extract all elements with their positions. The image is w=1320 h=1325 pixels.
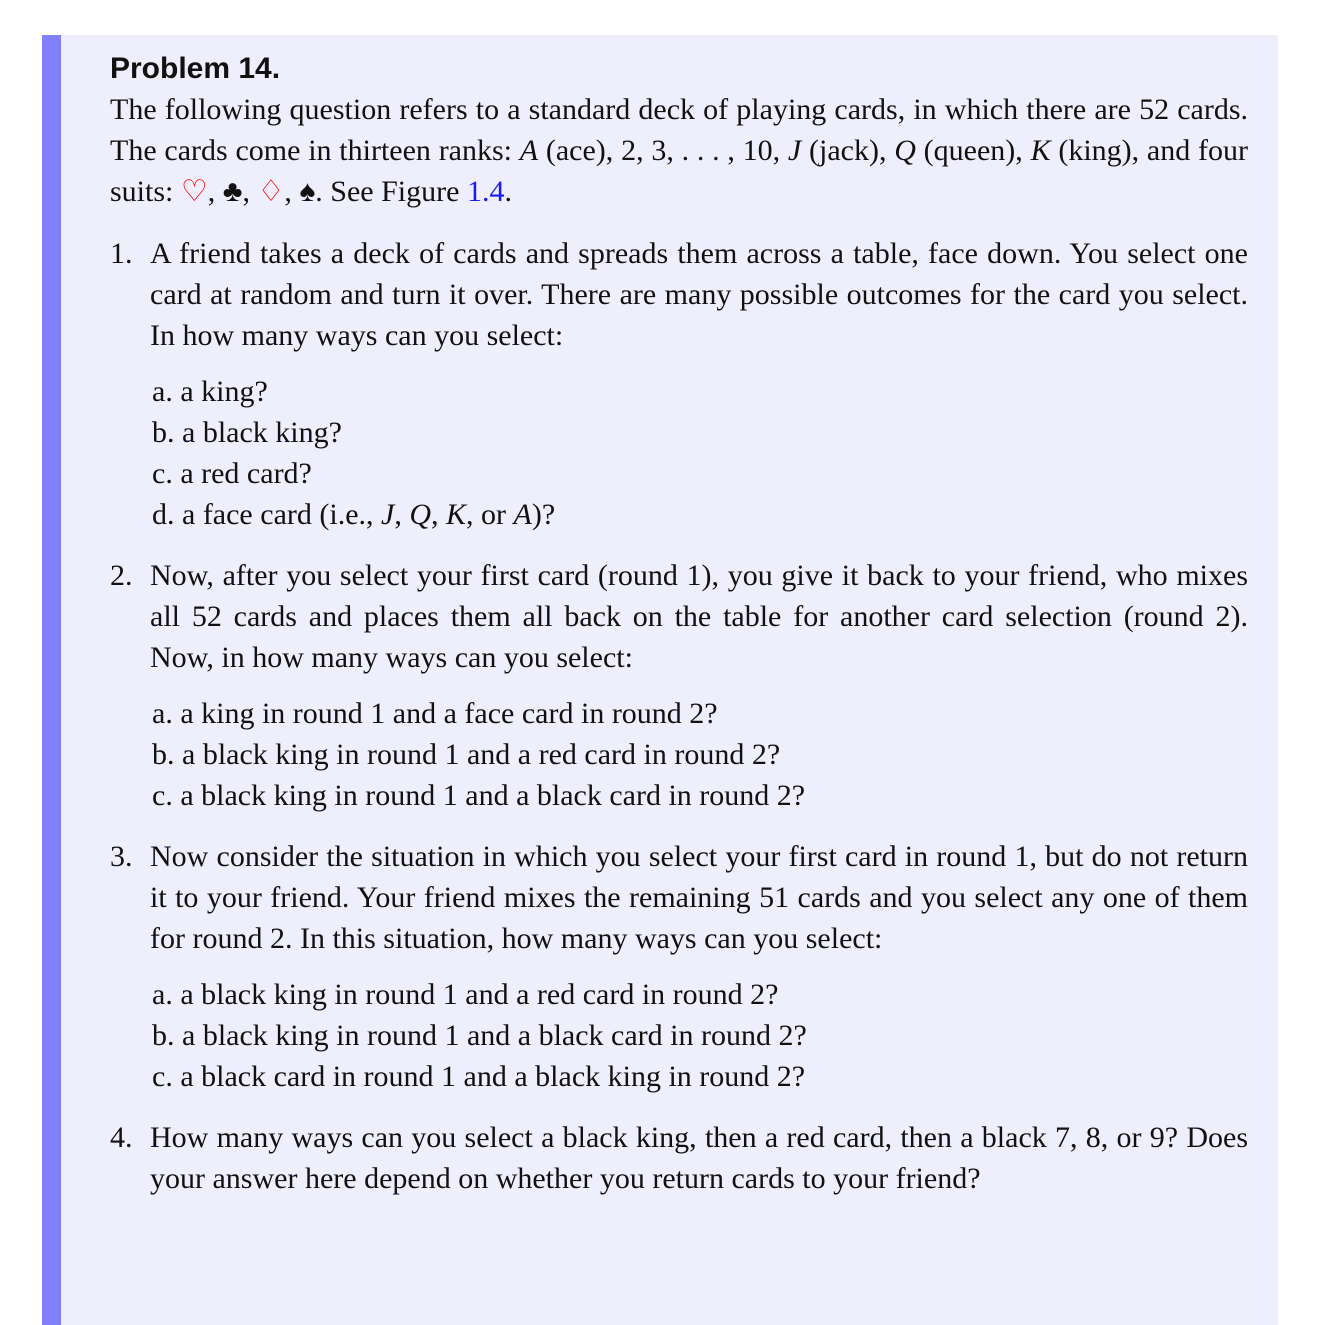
spade-suit-icon: ♠ bbox=[299, 175, 316, 208]
question-item-4: 4. How many ways can you select a black king, then a red card, then a black 7, 8, or 9? Does your answer here depend on whether you return cards to your friend? bbox=[110, 1121, 1248, 1195]
sub-question-list bbox=[152, 693, 1248, 816]
sub-question: d. a face card (i.e., J, Q, K, or A)? bbox=[152, 498, 556, 531]
question-item-3: 3. Now consider the situation in which you select your first card in round 1, but do not return it to your friend. Your friend mixes the remaining 51 cards and you select any one of them for round 2. In this situation, how many ways can you select: a. a black king in round 1 and a red card in round 2? b. a black king in round 1 and a black card in round 2? c. a black card in round 1 and a black king in round 2? bbox=[110, 836, 1248, 1097]
sub-question: c. a black king in round 1 and a black card in round 2? bbox=[152, 779, 806, 812]
sub-question: b. a black king in round 1 and a black card in round 2? bbox=[152, 1019, 807, 1052]
sub-question: a. a black king in round 1 and a red card in round 2? bbox=[152, 978, 779, 1011]
problem-title: Problem 14. bbox=[110, 52, 281, 85]
question-item-2: 2. Now, after you select your first card (round 1), you give it back to your friend, who mixes all 52 cards and places them all back on the table for another card selection (round 2). Now, in how many ways can you select: a. a king in round 1 and a face card in round 2? b. a black king in round 1 and a red card in round 2? c. a black king in round 1 and a black card in round 2? bbox=[110, 555, 1248, 816]
diamond-suit-icon: ♢ bbox=[257, 175, 285, 208]
problem-content bbox=[110, 49, 1248, 1199]
sub-question-list bbox=[152, 974, 1248, 1097]
sub-question: c. a red card? bbox=[152, 457, 312, 490]
problem-box bbox=[42, 35, 1278, 1325]
heart-suit-icon: ♡ bbox=[180, 175, 208, 208]
question-item-1: 1. A friend takes a deck of cards and spreads them across a table, face down. You select one card at random and turn it over. There are many possible outcomes for the card you select. In how many ways can you select: a. a king? b. a black king? c. a red card? d. a face card (i.e., J, Q, K, or A)? bbox=[110, 233, 1248, 535]
club-suit-icon: ♣ bbox=[222, 175, 243, 208]
figure-link[interactable]: 1.4 bbox=[466, 175, 505, 208]
sub-question-list bbox=[152, 371, 1248, 535]
sub-question: b. a black king in round 1 and a red card in round 2? bbox=[152, 738, 781, 771]
sub-question: b. a black king? bbox=[152, 416, 342, 449]
sub-question: c. a black card in round 1 and a black king in round 2? bbox=[152, 1060, 806, 1093]
sub-question: a. a king? bbox=[152, 375, 268, 408]
problem-intro: The following question refers to a standard deck of playing cards, in which there are 52 cards. The cards come in thirteen ranks: A (ace), 2, 3, . . . , 10, J (jack), Q (queen), K (king), and four suits: ♡, ♣, ♢, ♠. See Figure 1.4. bbox=[110, 93, 1248, 208]
sub-question: a. a king in round 1 and a face card in round 2? bbox=[152, 697, 718, 730]
